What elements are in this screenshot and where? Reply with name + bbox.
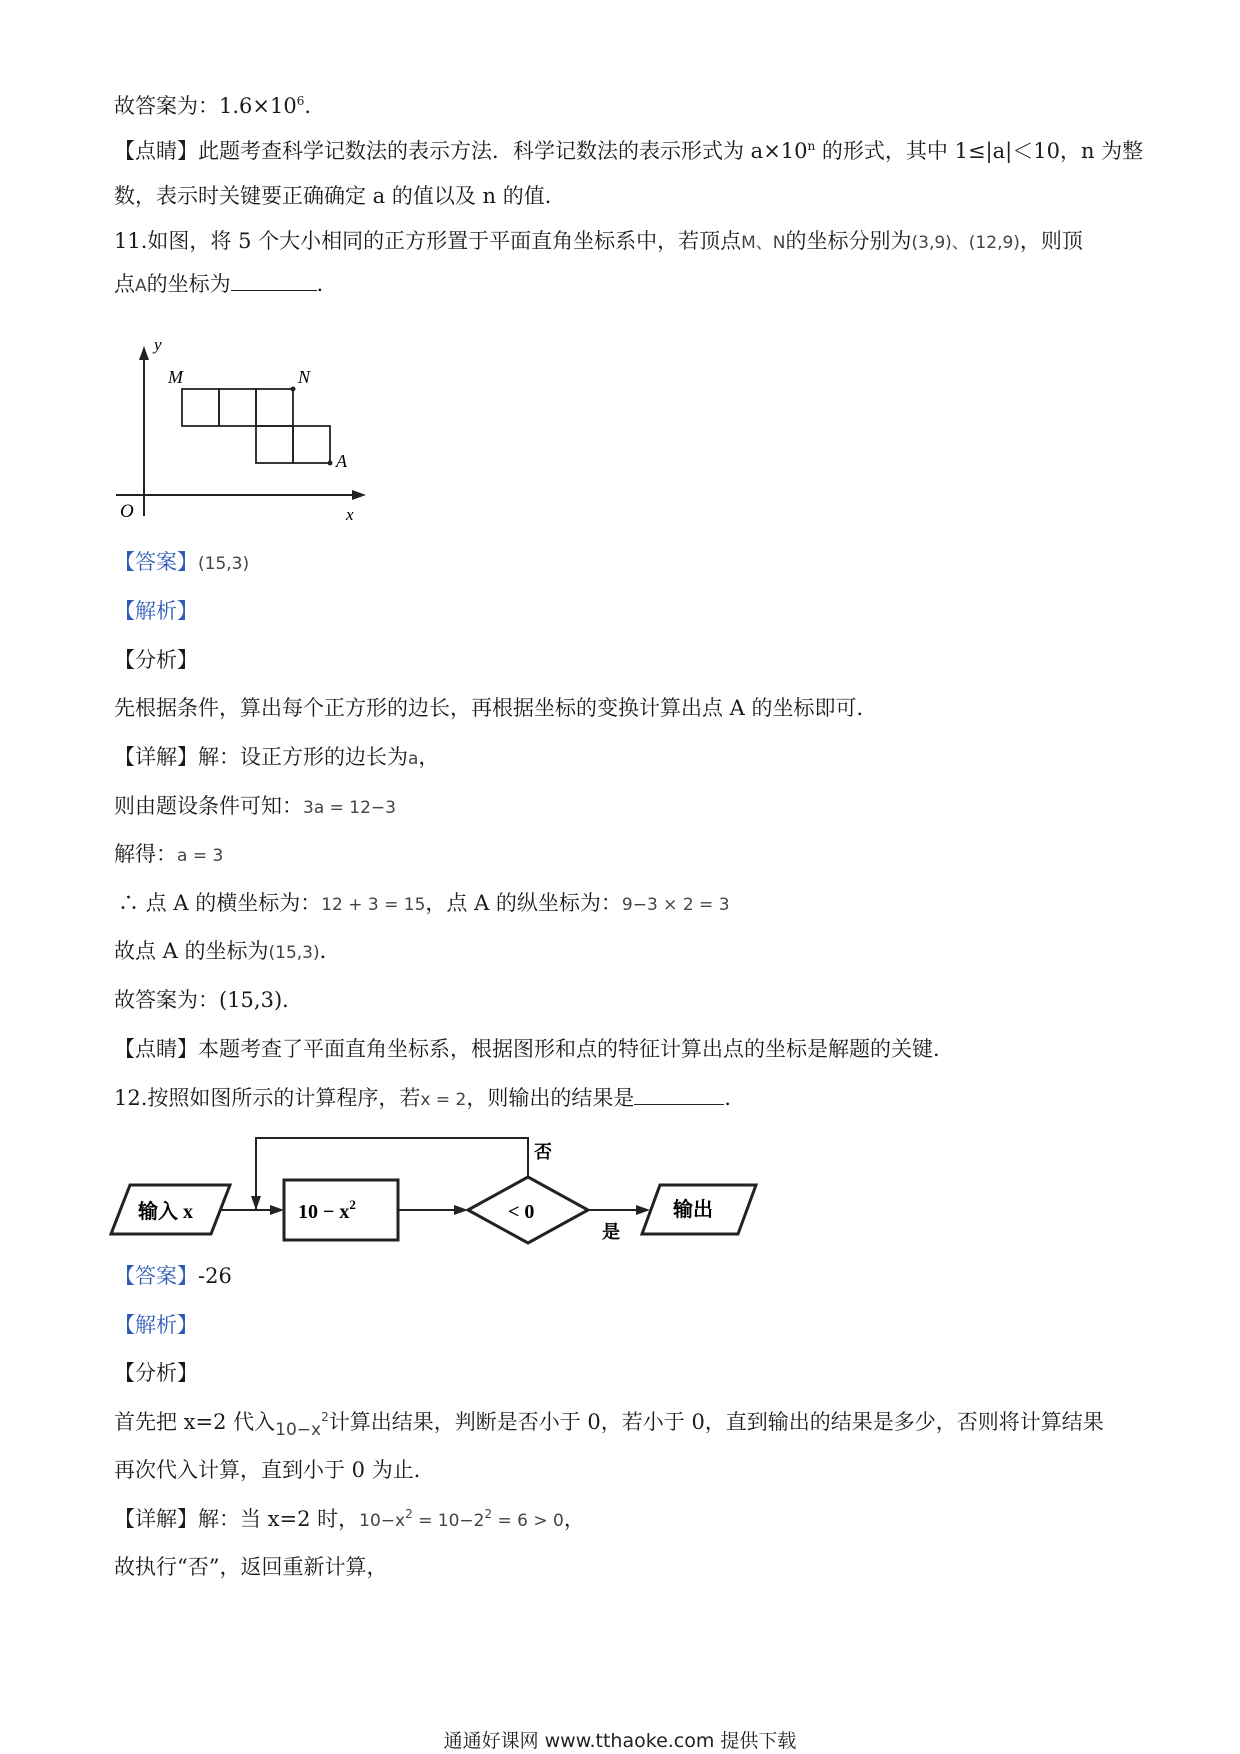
coordinate-figure-11 bbox=[108, 340, 368, 530]
fenxi-12-line1: 首先把 x=2 代入$_{10-x}^2$计算出结果，判断是否小于 0，若小于 0，直到输出的结果是多少，否则将计算结果 bbox=[114, 1410, 1104, 1440]
answer-12: 【答案】-26 bbox=[114, 1264, 232, 1288]
question-11-line2: 点A的坐标为 ． bbox=[114, 272, 338, 296]
answer-blank-12 bbox=[634, 1084, 724, 1105]
step-11-3: ∴ 点 A 的横坐标为：12 + 3 = 15，点 A 的纵坐标为：9−3 × 2 = 3 bbox=[118, 891, 730, 915]
dianjing-10-line1: 【点睛】此题考查科学记数法的表示方法．科学记数法的表示形式为 $a\times 10^n$ 的形式，其中 1≤|a|＜10，n 为整 bbox=[114, 139, 1144, 163]
question-11-line1: 11.如图，将 5 个大小相同的正方形置于平面直角坐标系中，若顶点M、N的坐标分别为(3,9)、(12,9)，则顶 bbox=[114, 229, 1083, 253]
x-axis-label: x bbox=[346, 505, 354, 524]
question-12: 12.按照如图所示的计算程序，若x = 2，则输出的结果是 ． bbox=[114, 1086, 746, 1110]
answer-line-10: 故答案为：$1.6\times 10^6$． bbox=[114, 94, 326, 118]
dianjing-10-line2: 数，表示时关键要正确确定 a 的值以及 n 的值． bbox=[114, 184, 566, 208]
step-11-4: 故点 A 的坐标为(15,3)． bbox=[114, 939, 341, 963]
fenxi-12-label: 【分析】 bbox=[114, 1361, 198, 1385]
origin-label: O bbox=[120, 501, 134, 522]
flowchart-process-label: $10 - x^2$ bbox=[298, 1197, 356, 1223]
answer-11: 【答案】(15,3) bbox=[114, 550, 250, 574]
dianjing-11: 【点睛】本题考查了平面直角坐标系，根据图形和点的特征计算出点的坐标是解题的关键． bbox=[114, 1037, 954, 1061]
flowchart-decision-label: < 0 bbox=[508, 1201, 535, 1223]
last-line: 故执行“否”，返回重新计算， bbox=[114, 1555, 388, 1579]
answer-blank-11 bbox=[231, 270, 317, 291]
jiexi-12: 【解析】 bbox=[114, 1313, 198, 1337]
page-footer: 通通好课网 www.tthaoke.com 提供下载 bbox=[443, 1730, 797, 1752]
point-m-label: M bbox=[168, 367, 183, 387]
xiangjie-11: 【详解】解：设正方形的边长为a， bbox=[114, 745, 440, 769]
fenxi-12-line2: 再次代入计算，直到小于 0 为止． bbox=[114, 1458, 435, 1482]
xiangjie-12: 【详解】解：当 x=2 时，$10-x^2 = 10-2^2 = 6 > 0$， bbox=[114, 1507, 585, 1531]
step-11-5: 故答案为：(15,3)． bbox=[114, 988, 304, 1012]
point-a-label: A bbox=[336, 451, 347, 471]
step-11-1: 则由题设条件可知：3a = 12−3 bbox=[114, 794, 396, 818]
flowchart-12 bbox=[108, 1130, 788, 1260]
flowchart-output-label: 输出 bbox=[673, 1199, 713, 1221]
fenxi-11-label: 【分析】 bbox=[114, 648, 198, 672]
fenxi-11-text: 先根据条件，算出每个正方形的边长，再根据坐标的变换计算出点 A 的坐标即可． bbox=[114, 696, 878, 720]
step-11-2: 解得：a = 3 bbox=[114, 842, 224, 866]
flowchart-no-label: 否 bbox=[534, 1142, 552, 1162]
y-axis-label: y bbox=[154, 340, 162, 354]
flowchart-input-label: 输入 x bbox=[138, 1201, 193, 1223]
point-n-label: N bbox=[298, 367, 311, 387]
jiexi-11: 【解析】 bbox=[114, 599, 198, 623]
flowchart-yes-label: 是 bbox=[602, 1222, 620, 1242]
